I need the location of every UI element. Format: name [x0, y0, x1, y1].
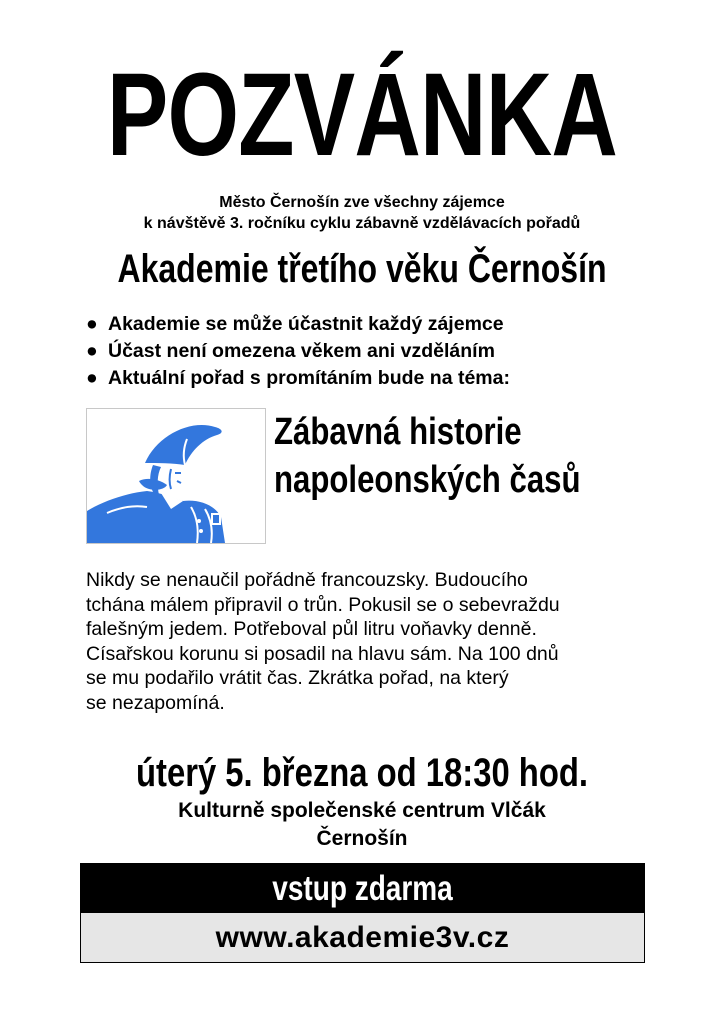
description-line: Nikdy se nenaučil pořádně francouzsky. Budoucího — [86, 569, 528, 591]
intro-line-1: Město Černošín zve všechny zájemce — [219, 194, 505, 211]
footer-box — [80, 863, 645, 963]
list-item — [86, 338, 510, 365]
description-line: tchána málem připravil o trůn. Pokusil se o sebevraždu — [86, 593, 560, 616]
list-item-text: Účast není omezena věkem ani vzděláním — [108, 340, 495, 362]
napoleon-portrait-icon — [87, 409, 265, 543]
feature-list — [86, 311, 510, 392]
description-line: Císařskou korunu si posadil na hlavu sám. Na 100 dnů — [86, 642, 559, 665]
list-item-text: Aktuální pořad s promítáním bude na téma: — [108, 367, 510, 389]
bullet-icon: ● — [86, 340, 98, 362]
topic-heading — [274, 408, 581, 504]
description-line: falešným jedem. Potřeboval půl litru voňavky denně. — [86, 618, 537, 641]
page-title: POZVÁNKA — [106, 49, 618, 181]
intro-line-2: k návštěvě 3. ročníku cyklu zábavně vzdělávacích pořadů — [143, 215, 581, 232]
admission-text: vstup zdarma — [272, 869, 453, 908]
website-banner — [81, 913, 644, 962]
list-item — [86, 365, 510, 392]
topic-line-1: Zábavná historie — [274, 411, 522, 453]
napoleon-portrait — [86, 408, 266, 544]
website-link[interactable]: www.akademie3v.cz — [215, 921, 510, 954]
list-item — [86, 311, 510, 338]
list-item-text: Akademie se může účastnit každý zájemce — [108, 313, 504, 335]
event-venue — [0, 797, 724, 853]
description-line: se nezapomíná. — [86, 691, 225, 714]
description-paragraph — [86, 568, 646, 716]
event-datetime: úterý 5. března od 18:30 hod. — [135, 751, 589, 795]
topic-line-2: napoleonských časů — [274, 459, 581, 501]
venue-line-2: Černošín — [316, 827, 408, 850]
bullet-icon: ● — [86, 313, 98, 335]
intro-text — [0, 192, 724, 234]
admission-banner — [81, 864, 644, 913]
bullet-icon: ● — [86, 367, 98, 389]
description-line: se mu podařilo vrátit čas. Zkrátka pořad, na který — [86, 667, 509, 690]
venue-line-1: Kulturně společenské centrum Vlčák — [178, 799, 546, 822]
event-name: Akademie třetího věku Černošín — [117, 247, 607, 291]
